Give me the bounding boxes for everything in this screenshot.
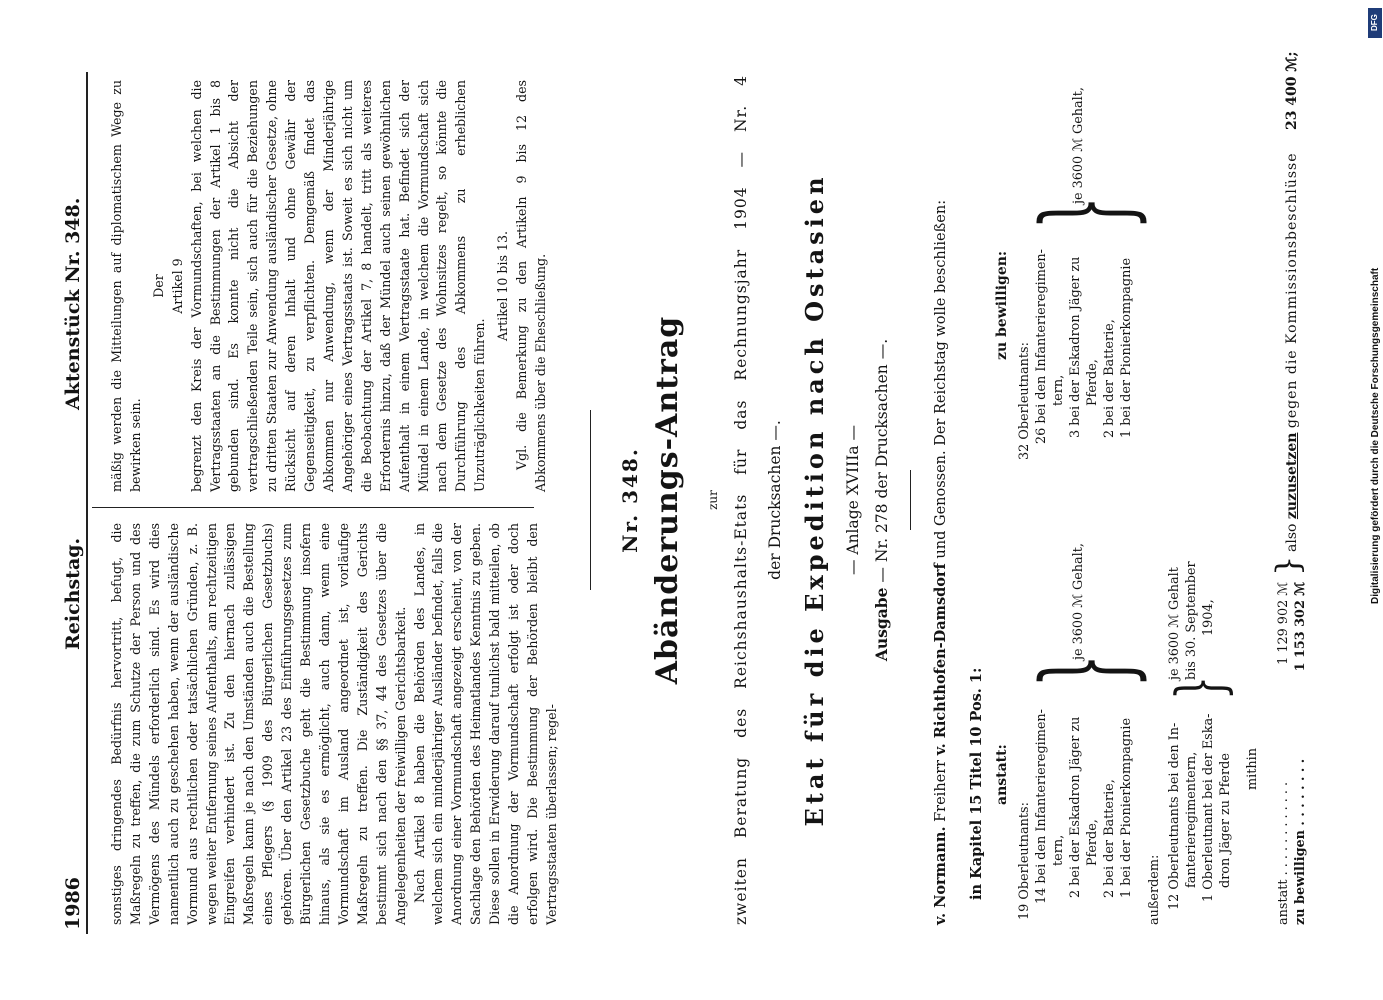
doc-number: Nr. 348. xyxy=(618,447,642,553)
ausserdem-salary-0: je 3600 ℳ Gehalt xyxy=(1167,567,1182,680)
left-paragraph-1: sonstiges dringendes Bedürfnis hervortritt, befugt, die Maßregeln zu treffen, die zum Schutze der Person und des Vermögens des Mündels erforderlich sind. Es wird dies namentlich auch zu geschehen haben, wenn der ausländische Vormund aus rechtlichen oder tatsächlichen Gründen, z. B. wegen weiter Entfernung seines Aufenthalts, am rechtzeitigen Eingreifen verhindert ist. Zu den hiernach zulässigen Maßregeln kann je nach den Umständen auch die Bestellung eines Pflegers (§ 1909 des Bürgerlichen Gesetzbuchs) gehören. Über den Artikel 23 des Einführungsgesetzes zum Bürgerlichen Gesetzbuche geht die Bestimmung insofern hinaus, als sie es ermöglicht, auch dann, wenn eine Vormundschaft im Ausland angeordnet ist, vorläufige Maßregeln zu treffen. Die Zuständigkeit des Gerichts bestimmt sich nach den §§ 37, 44 des Gesetzes über die Angelegenheiten der freiwilligen Gerichtsbarkeit. xyxy=(109,523,408,925)
final-also: also xyxy=(1284,523,1300,552)
ausgabe-line xyxy=(872,0,891,1000)
final-zuzusetzen: zuzusetzen xyxy=(1284,432,1300,520)
anstatt-item-3: 2 bei der Eskadron Jäger zu xyxy=(1068,716,1083,898)
bewilligen-brace: } xyxy=(1017,195,1156,230)
zu-bewilligen-heading: zu bewilligen: xyxy=(994,250,1010,360)
total-value-bewilligen: 1 153 302 ℳ xyxy=(1293,582,1308,672)
total-label-bewilligen: zu bewilligen . . . . . . . . xyxy=(1293,758,1308,925)
final-amount: 23 400 ℳ; xyxy=(1284,51,1300,131)
anstatt-brace: } xyxy=(1017,653,1156,688)
dfg-badge: DFG xyxy=(1368,8,1382,38)
anstatt-item-4: Pferde, xyxy=(1085,819,1100,866)
anstatt-list xyxy=(1016,709,1135,920)
etat-heading: Etat für die Expedition nach Ostasien xyxy=(800,173,829,827)
kapitel-line: in Kapitel 15 Titel 10 Pos. 1: xyxy=(968,667,985,900)
bewilligen-item-2: tern, xyxy=(1051,374,1066,406)
ausserdem-item-1: fanterieregimentern, xyxy=(1184,751,1199,888)
mithin-label: mithin xyxy=(1245,748,1260,790)
motion-intro xyxy=(932,200,949,925)
left-paragraph-2: Nach Artikel 8 haben die Behörden des Landes, in welchem sich ein minderjähriger Ausländer befindet, falls die Anordnung einer Vormundschaft angezeigt erscheint, von der Sachlage den Behörden des Heimatlandes Kenntnis zu geben. Diese sollen in Erwiderung darauf tunlichst bald mitteilen, ob die Anordnung der Vormundschaft erfolgt ist oder doch erfolgen wird. Die Bestimmung der Behörden bleibt den Vertragsstaaten überlassen; regel- xyxy=(411,523,559,925)
article9-prefix: Der xyxy=(150,274,166,298)
bewilligen-item-5: 2 bei der Batterie, xyxy=(1102,319,1117,438)
total-value-anstatt: 1 129 902 ℳ xyxy=(1276,582,1291,665)
anstatt-item-1: 14 bei den Infanterieregimen- xyxy=(1034,708,1049,904)
totals-labels xyxy=(1275,759,1309,925)
right-paragraph-0: mäßig werden die Mitteilungen auf diplomatischem Wege zu bewirken sein. xyxy=(109,80,143,492)
doc-title: Abänderungs-Antrag xyxy=(650,315,685,685)
bewilligen-item-3: 3 bei der Eskadron Jäger zu xyxy=(1068,256,1083,438)
ausserdem-item-0: 12 Oberleutnants bei den In- xyxy=(1167,722,1182,910)
title-rule xyxy=(910,470,911,530)
anlage-line: — Anlage XVIIIa — xyxy=(844,424,862,576)
section-rule xyxy=(590,410,591,590)
final-line xyxy=(1284,51,1301,552)
ausserdem-salary-1: bis 30. September xyxy=(1184,561,1199,680)
bewilligen-item-0: 32 Oberleutnants: xyxy=(1017,342,1032,460)
anstatt-item-2: tern, xyxy=(1051,834,1066,866)
ausserdem-item-3: dron Jäger zu Pferde xyxy=(1218,753,1233,888)
ausserdem-list xyxy=(1166,714,1234,910)
article10-heading: Artikel 10 bis 13. xyxy=(495,231,511,341)
bewilligen-item-4: Pferde, xyxy=(1085,359,1100,406)
title-line-1: zweiten Beratung des Reichshaushalts-Etats für das Rechnungsjahr 1904 — Nr. 4 xyxy=(732,75,750,925)
column-divider xyxy=(92,507,534,508)
running-head-reichstag: Reichstag. xyxy=(62,537,84,650)
anstatt-salary: je 3600 ℳ Gehalt, xyxy=(1071,543,1086,660)
left-column xyxy=(108,523,562,925)
title-line-2: der Drucksachen —. xyxy=(766,420,784,580)
ausserdem-salary xyxy=(1166,561,1217,680)
final-gegen: gegen die Kommissionsbeschlüsse xyxy=(1284,152,1300,429)
anstatt-heading: anstatt: xyxy=(994,744,1010,805)
bewilligen-list xyxy=(1016,249,1135,460)
total-label-anstatt: anstatt . . . . . . . . . . . . xyxy=(1276,781,1291,925)
totals-brace: } xyxy=(1269,555,1307,576)
article9-heading: Artikel 9 xyxy=(169,258,185,314)
motion-intro-rest: und Genossen. Der Reichstag wolle beschließen: xyxy=(933,199,949,559)
running-head-docref: Aktenstück Nr. 348. xyxy=(62,197,84,410)
ausserdem-label: außerdem: xyxy=(1147,854,1162,925)
totals-values xyxy=(1275,582,1309,700)
title-zur: zur xyxy=(706,490,720,510)
dfg-note: Digitalisierung gefördert durch die Deutsche Forschungsgemeinschaft xyxy=(1370,267,1381,604)
anstatt-item-5: 2 bei der Batterie, xyxy=(1102,779,1117,898)
bewilligen-salary: je 3600 ℳ Gehalt, xyxy=(1071,87,1086,204)
anstatt-item-0: 19 Oberleutnants: xyxy=(1017,802,1032,920)
header-rule xyxy=(86,72,88,934)
right-column xyxy=(108,80,551,492)
ausgabe-label: Ausgabe xyxy=(872,587,891,662)
motion-name-1: v. Normann. xyxy=(932,826,949,925)
motion-name-2: v. Richthofen-Damsdorf xyxy=(932,563,949,756)
ausserdem-brace: } xyxy=(1162,675,1238,700)
anstatt-item-6: 1 bei der Pionierkompagnie xyxy=(1119,717,1134,898)
page-number: 1986 xyxy=(62,877,84,930)
ausgabe-rest: — Nr. 278 der Drucksachen —. xyxy=(873,338,891,583)
ausserdem-item-2: 1 Oberleutnant bei der Eska- xyxy=(1201,713,1216,902)
ausserdem-salary-2: 1904, xyxy=(1201,599,1216,636)
right-paragraph-1: begrenzt den Kreis der Vormundschaften, bei welchen die Vertragsstaaten an die Bestimmungen der Artikel 1 bis 8 gebunden sind. Es konnte nicht die Absicht der vertragschließenden Teile sein, sich auch für die Beziehungen zu dritten Staaten zur Anwendung ausländischer Gesetze, ohne Rücksicht auf deren Inhalt und ohne Gewähr der Gegenseitigkeit, zu verpflichten. Demgemäß findet das Abkommen nur Anwendung, wenn der Minderjährige Angehöriger eines Vertragsstaats ist. Soweit es sich nicht um die Beobachtung der Artikel 7, 8 handelt, tritt als weiteres Erfordernis hinzu, daß der Mündel auch seinen gewöhnlichen Aufenthalt in einem Vertragsstaate hat. Befindet sich der Mündel in einem Lande, in welchem die Vormundschaft sich nach dem Gesetze des Wohnsitzes regelt, so könnte die Durchführung des Abkommens zu erheblichen Unzuträglichkeiten führen. xyxy=(188,80,488,492)
motion-name-middle: Freiherr xyxy=(933,759,949,822)
bewilligen-item-1: 26 bei den Infanterieregimen- xyxy=(1034,248,1049,444)
bewilligen-item-6: 1 bei der Pionierkompagnie xyxy=(1119,257,1134,438)
right-paragraph-2: Vgl. die Bemerkung zu den Artikeln 9 bis 12 des Abkommens über die Eheschließung. xyxy=(514,80,548,492)
